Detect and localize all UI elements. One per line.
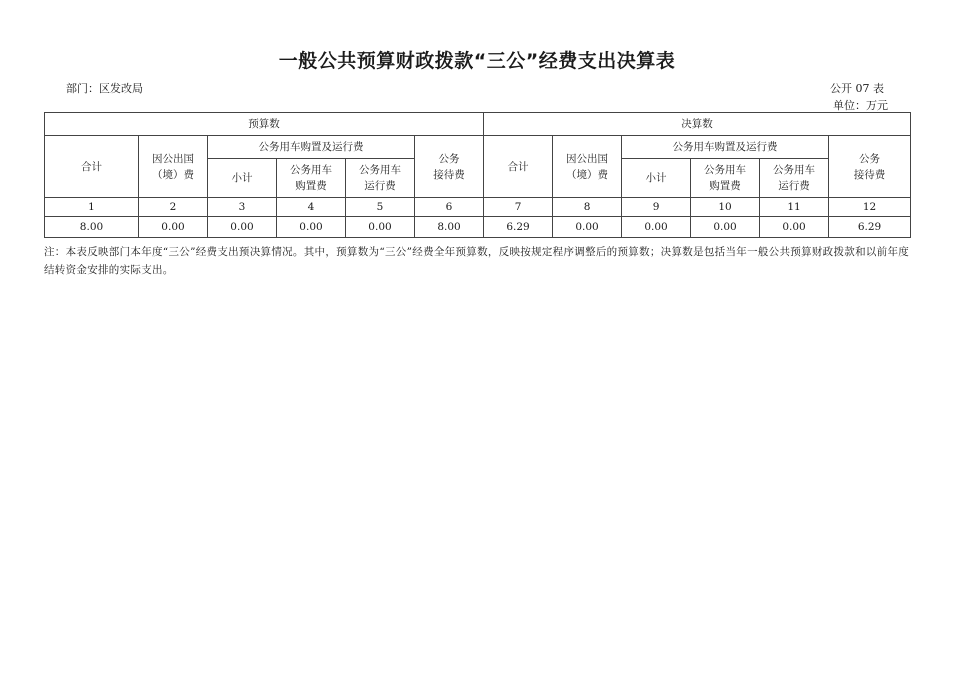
final-reception-line1: 公务 (859, 152, 881, 165)
unit-label: 单位：万元 (833, 99, 888, 112)
value-cell: 0.00 (760, 217, 829, 238)
budget-reception-line2: 接待费 (433, 168, 465, 181)
column-header-row (45, 136, 911, 159)
budget-reception-line1: 公务 (438, 152, 460, 165)
budget-section-header: 预算数 (45, 113, 484, 136)
budget-abroad-line2: （境）费 (152, 168, 194, 181)
final-operation-line1: 公务用车 (773, 164, 816, 176)
budget-purchase-header (277, 159, 346, 198)
budget-total-header: 合计 (45, 136, 139, 198)
index-cell: 6 (415, 198, 484, 217)
form-number: 公开 07 表 (830, 82, 884, 95)
table-footnote: 注：本表反映部门本年度“三公”经费支出预决算情况。其中，预算数为“三公”经费全年预算数，反映按规定程序调整后的预算数；决算数是包括当年一般公共预算财政拨款和以前年度结转资金安排的实际支出。 (44, 246, 910, 276)
final-operation-line2: 运行费 (778, 180, 810, 192)
final-purchase-line2: 购置费 (709, 180, 741, 192)
index-cell: 12 (829, 198, 911, 217)
budget-reception-header (415, 136, 484, 198)
value-cell: 6.29 (829, 217, 911, 238)
final-abroad-header (553, 136, 622, 198)
budget-operation-header (346, 159, 415, 198)
final-operation-header (760, 159, 829, 198)
final-abroad-line1: 因公出国 (566, 152, 609, 165)
value-cell: 0.00 (277, 217, 346, 238)
budget-purchase-line1: 公务用车 (290, 164, 332, 176)
budget-abroad-header (139, 136, 208, 198)
value-cell: 6.29 (484, 217, 553, 238)
budget-operation-line2: 运行费 (364, 180, 396, 192)
index-cell: 11 (760, 198, 829, 217)
budget-vehicle-group-header: 公务用车购置及运行费 (208, 136, 415, 159)
value-cell: 8.00 (415, 217, 484, 238)
index-cell: 9 (622, 198, 691, 217)
value-cell: 0.00 (208, 217, 277, 238)
final-reception-line2: 接待费 (853, 168, 886, 181)
value-cell: 0.00 (691, 217, 760, 238)
final-purchase-header (691, 159, 760, 198)
budget-purchase-line2: 购置费 (295, 180, 327, 192)
index-cell: 8 (553, 198, 622, 217)
budget-subtotal-header: 小计 (208, 159, 277, 198)
value-cell: 8.00 (45, 217, 139, 238)
value-cell: 0.00 (346, 217, 415, 238)
index-cell: 7 (484, 198, 553, 217)
value-cell: 0.00 (553, 217, 622, 238)
final-section-header: 决算数 (484, 113, 911, 136)
section-header-row (45, 113, 911, 136)
value-row (45, 217, 911, 238)
index-cell: 1 (45, 198, 139, 217)
index-cell: 5 (346, 198, 415, 217)
value-cell: 0.00 (139, 217, 208, 238)
three-public-expenses-table (44, 112, 911, 238)
budget-operation-line1: 公务用车 (359, 164, 401, 176)
final-reception-header (829, 136, 911, 198)
final-purchase-line1: 公务用车 (704, 164, 747, 176)
index-row (45, 198, 911, 217)
final-vehicle-group-header: 公务用车购置及运行费 (622, 136, 829, 159)
value-cell: 0.00 (622, 217, 691, 238)
final-total-header: 合计 (484, 136, 553, 198)
department-label: 部门：区发改局 (66, 82, 143, 95)
index-cell: 10 (691, 198, 760, 217)
page-title: 一般公共预算财政拨款“三公”经费支出决算表 (278, 50, 676, 72)
index-cell: 2 (139, 198, 208, 217)
index-cell: 4 (277, 198, 346, 217)
final-subtotal-header: 小计 (622, 159, 691, 198)
budget-abroad-line1: 因公出国 (152, 152, 194, 165)
index-cell: 3 (208, 198, 277, 217)
final-abroad-line2: （境）费 (566, 168, 609, 181)
